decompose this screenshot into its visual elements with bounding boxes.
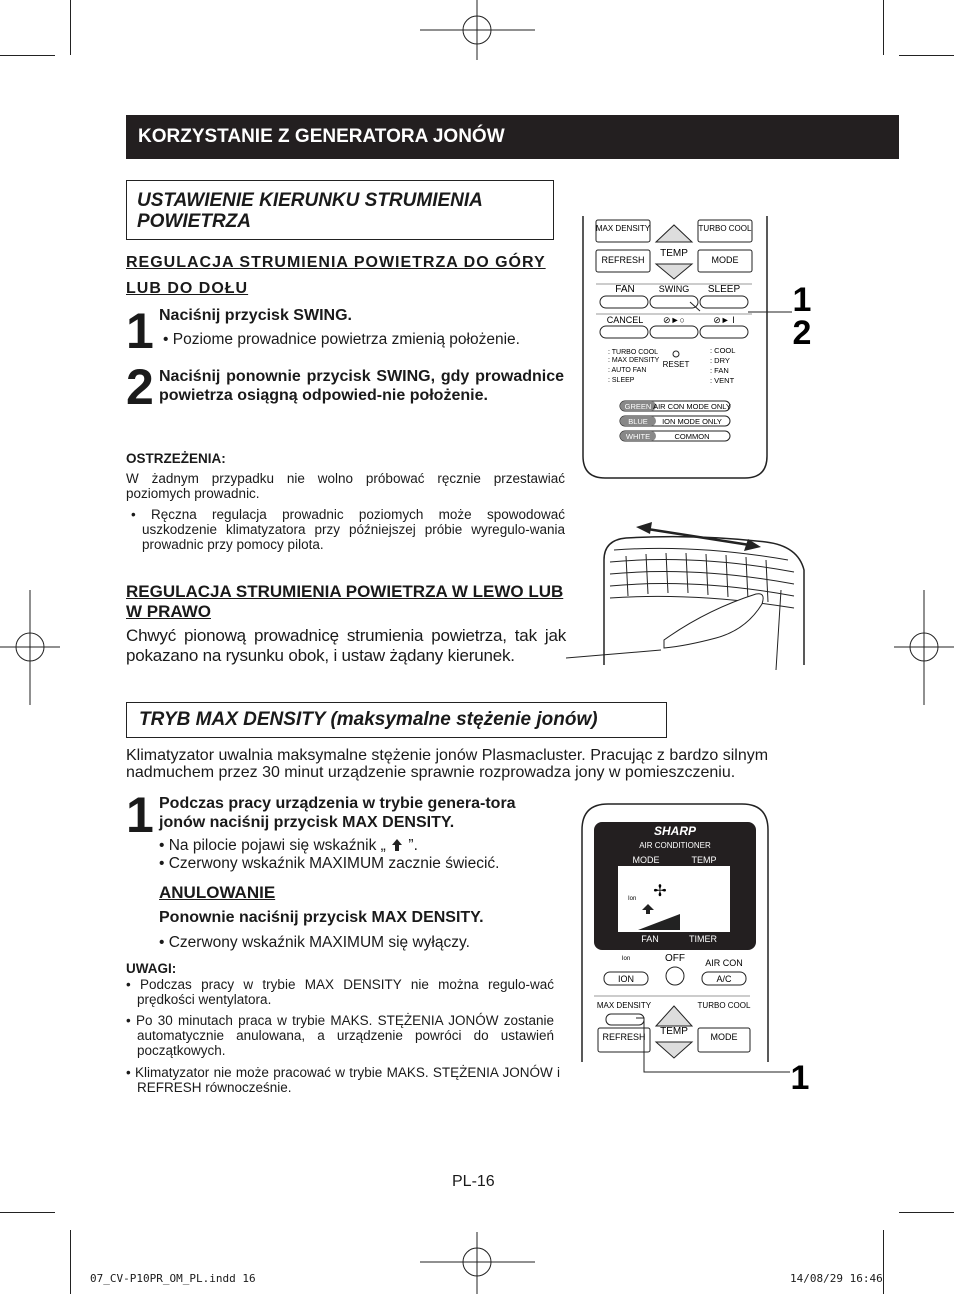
md-bullet1: • Na pilocie pojawi się wskaźnik „ ”. xyxy=(159,837,418,854)
note-2: • Po 30 minutach praca w trybie MAKS. STĘŻENIA JONÓW zostanie automatycznie anulowana, a urządzenie powróci do ustawień początkowych. xyxy=(126,1013,554,1058)
cancel-bullet: • Czerwony wskaźnik MAXIMUM się wyłączy. xyxy=(159,934,470,951)
step2-text: Naciśnij ponownie przycisk SWING, gdy prowadnice powietrza osiągną odpowied-nie położenie. xyxy=(159,368,564,404)
svg-text:TEMP: TEMP xyxy=(691,855,717,865)
svg-text:: DRY: : DRY xyxy=(710,356,730,365)
timer-off-button[interactable] xyxy=(650,326,698,338)
svg-text:1: 1 xyxy=(790,1059,810,1090)
svg-text:COMMON: COMMON xyxy=(674,432,710,441)
louver-adjustment-illustration xyxy=(566,520,816,670)
max-density-indicator-icon xyxy=(390,838,404,852)
svg-text:FAN: FAN xyxy=(615,284,635,295)
airflow-direction-title: USTAWIENIE KIERUNKU STRUMIENIA POWIETRZA xyxy=(137,190,483,232)
svg-text:GREEN: GREEN xyxy=(624,402,652,411)
svg-text:⊘►○: ⊘►○ xyxy=(663,315,685,325)
registration-mark-left xyxy=(0,590,60,705)
svg-text:: TURBO COOL: : TURBO COOL xyxy=(608,349,659,356)
svg-text:MAX DENSITY: MAX DENSITY xyxy=(595,224,651,233)
svg-text:: MAX DENSITY: : MAX DENSITY xyxy=(608,357,660,364)
svg-text:A/C: A/C xyxy=(716,974,732,984)
svg-text:MODE: MODE xyxy=(711,255,739,265)
registration-mark-bottom xyxy=(420,1232,535,1294)
svg-text:AIR CON MODE ONLY: AIR CON MODE ONLY xyxy=(653,402,731,411)
svg-text:: COOL: : COOL xyxy=(710,346,736,355)
svg-text:Ion: Ion xyxy=(628,896,637,902)
section-header xyxy=(126,115,899,159)
svg-text:MAX DENSITY: MAX DENSITY xyxy=(596,1001,652,1010)
note-1: • Podczas pracy w trybie MAX DENSITY nie można regulo-wać prędkości wentylatora. xyxy=(126,977,554,1007)
svg-text:REFRESH: REFRESH xyxy=(601,255,645,265)
svg-text:AIR CON: AIR CON xyxy=(705,958,743,968)
svg-text:WHITE: WHITE xyxy=(625,432,651,441)
svg-text:SWING: SWING xyxy=(658,284,690,294)
fan-button[interactable] xyxy=(600,296,648,308)
airflow-direction-box xyxy=(126,180,554,240)
max-density-title: TRYB MAX DENSITY (maksymalne stężenie jonów) xyxy=(139,709,598,730)
swing-button[interactable] xyxy=(650,296,698,308)
md-step1-number: 1 xyxy=(126,787,154,843)
step1-text: Naciśnij przycisk SWING. xyxy=(159,307,352,324)
svg-text:REFRESH: REFRESH xyxy=(602,1032,646,1042)
cancel-button[interactable] xyxy=(600,326,648,338)
svg-text:TURBO COOL: TURBO COOL xyxy=(697,1001,751,1010)
svg-text:ION MODE ONLY: ION MODE ONLY xyxy=(662,417,722,426)
section-header-title: KORZYSTANIE Z GENERATORA JONÓW xyxy=(138,126,505,147)
print-date: 14/08/29 16:46 xyxy=(790,1272,883,1285)
svg-text:2: 2 xyxy=(792,314,812,352)
svg-text:BLUE: BLUE xyxy=(628,417,648,426)
updown-subtitle: REGULACJA STRUMIENIA POWIETRZA DO GÓRY LUB DO DOŁU xyxy=(126,254,546,297)
cancel-text: Ponownie naciśnij przycisk MAX DENSITY. xyxy=(159,909,484,926)
svg-text:FAN: FAN xyxy=(641,934,659,944)
registration-mark-top xyxy=(420,0,535,60)
remote-control-display-illustration xyxy=(578,800,818,1090)
step1-number: 1 xyxy=(126,303,154,359)
leftright-subtitle: REGULACJA STRUMIENIA POWIETRZA W LEWO LUB W PRAWO xyxy=(126,582,564,621)
max-density-intro: Klimatyzator uwalnia maksymalne stężenie jonów Plasmacluster. Pracując z bardzo silnym nadmuchem przez 30 minut urządzenie sprawnie rozprowadza jony w pomieszczeniu. xyxy=(126,747,769,781)
note-3: • Klimatyzator nie może pracować w trybie MAKS. STĘŻENIA JONÓW i REFRESH równocześnie. xyxy=(126,1065,560,1095)
svg-text:: FAN: : FAN xyxy=(710,366,729,375)
svg-text:Ion: Ion xyxy=(621,956,631,962)
leftright-text: Chwyć pionową prowadnicę strumienia powietrza, tak jak pokazano na rysunku obok, i ustaw żądany kierunek. xyxy=(126,626,566,665)
remote-control-illustration xyxy=(580,216,820,484)
svg-text:SHARP: SHARP xyxy=(653,824,697,838)
svg-text:ION: ION xyxy=(617,974,635,984)
svg-text:SLEEP: SLEEP xyxy=(707,284,741,295)
off-button[interactable] xyxy=(666,967,684,985)
svg-text:TURBO COOL: TURBO COOL xyxy=(698,224,752,233)
svg-text:TIMER: TIMER xyxy=(689,934,717,944)
svg-text:RESET: RESET xyxy=(662,360,690,369)
svg-text:: AUTO FAN: : AUTO FAN xyxy=(608,367,647,374)
file-name: 07_CV-P10PR_OM_PL.indd 16 xyxy=(90,1272,256,1285)
warning-title: OSTRZEŻENIA: xyxy=(126,451,226,466)
fan-icon: ✢ xyxy=(653,883,667,900)
svg-text:TEMP: TEMP xyxy=(660,1026,688,1037)
warning-text: W żadnym przypadku nie wolno próbować ręcznie przestawiać poziomych prowadnic. xyxy=(126,471,565,501)
cancel-title: ANULOWANIE xyxy=(159,883,276,902)
md-step1-text: Podczas pracy urządzenia w trybie genera-tora jonów naciśnij przycisk MAX DENSITY. xyxy=(159,795,516,831)
page-number: PL-16 xyxy=(452,1173,495,1190)
sleep-button[interactable] xyxy=(700,296,748,308)
max-density-button[interactable] xyxy=(606,1014,644,1025)
svg-text:: SLEEP: : SLEEP xyxy=(608,377,635,384)
svg-text:CANCEL: CANCEL xyxy=(606,315,644,325)
svg-text:MODE: MODE xyxy=(710,1032,738,1042)
md-bullet2: • Czerwony wskaźnik MAXIMUM zacznie świecić. xyxy=(159,855,500,872)
notes-title: UWAGI: xyxy=(126,961,177,976)
svg-text:⊘► I: ⊘► I xyxy=(713,315,735,325)
step1-bullet: • Poziome prowadnice powietrza zmienią położenie. xyxy=(163,331,520,348)
registration-mark-right xyxy=(894,590,954,705)
svg-text:OFF: OFF xyxy=(665,953,685,964)
max-density-box xyxy=(126,702,667,738)
warning-bullet: • Ręczna regulacja prowadnic poziomych może spowodować uszkodzenie klimatyzatora przy późniejszej próbie wyregulo-wania prowadnic przy pomocy pilota. xyxy=(131,507,565,552)
svg-text:AIR CONDITIONER: AIR CONDITIONER xyxy=(639,841,711,850)
svg-text:MODE: MODE xyxy=(632,855,660,865)
svg-text:: VENT: : VENT xyxy=(710,376,735,385)
step2-number: 2 xyxy=(126,359,154,415)
svg-text:1: 1 xyxy=(792,281,812,319)
svg-text:TEMP: TEMP xyxy=(660,248,688,259)
timer-on-button[interactable] xyxy=(700,326,748,338)
